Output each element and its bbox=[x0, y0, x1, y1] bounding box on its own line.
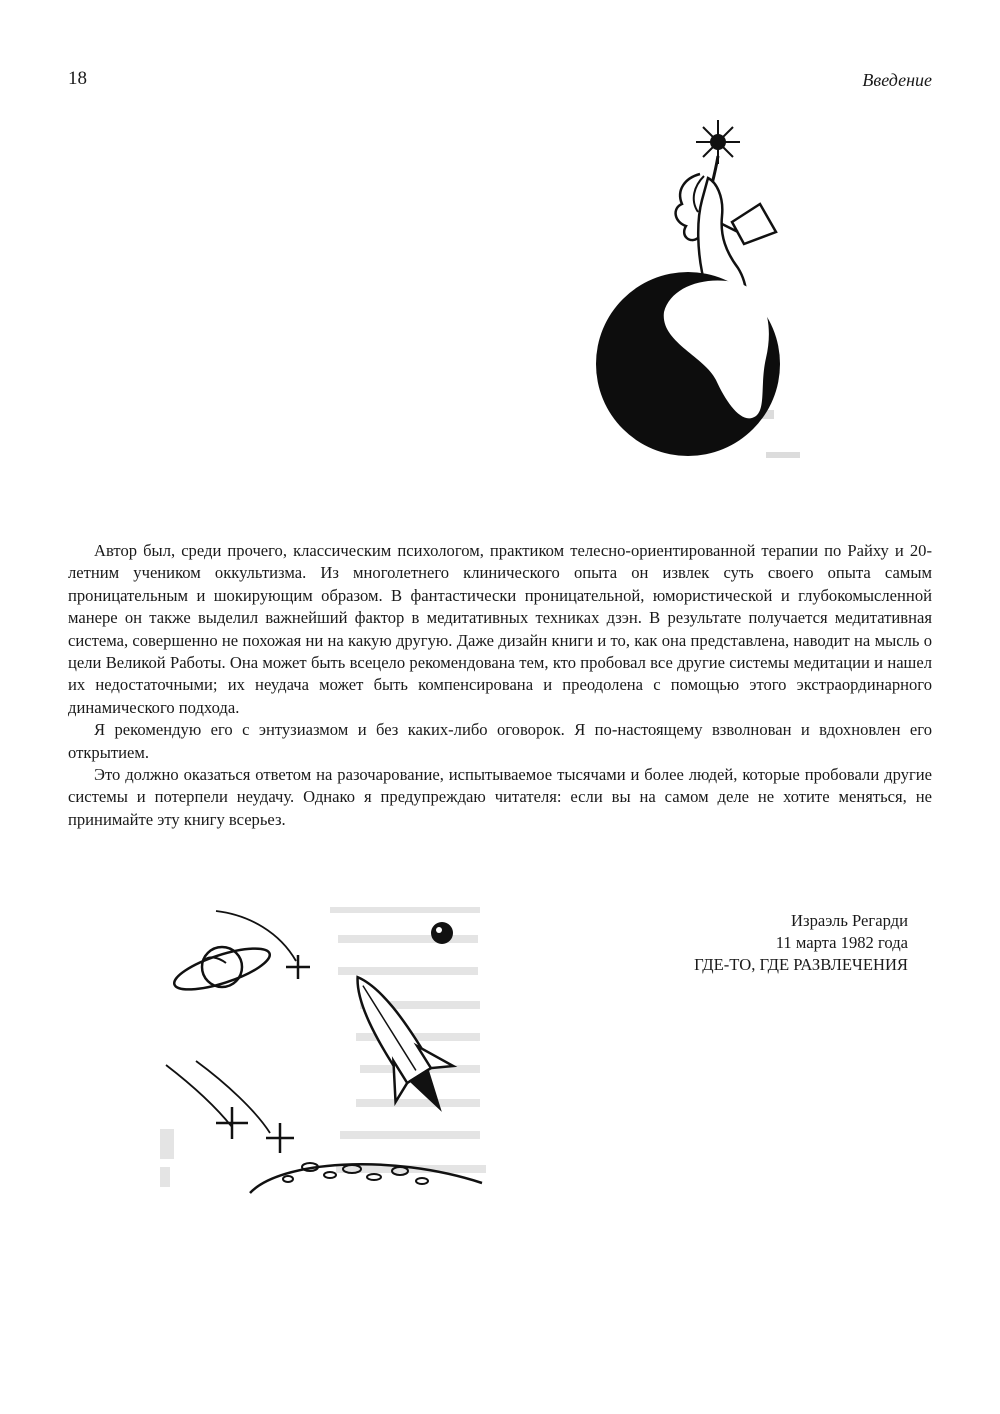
moon-icon bbox=[431, 922, 453, 944]
space-rocket-illustration bbox=[160, 905, 490, 1195]
body-text bbox=[68, 540, 932, 831]
planet-icon bbox=[170, 940, 274, 998]
paragraph: Автор был, среди прочего, классическим психологом, практиком телесно-ориентированной терапии по Райху и 20-летним учеником оккультизма. Из многолетнего клинического опыта он извлек суть своего опыта самым проницательным и шокирующим образом. В фантастически проницательной, юмористической и глубокомысленной манере он также выделил важнейший фактор в медитативных техниках дзэн. В результате получается медитативная система, совершенно не похожая ни на какую другую. Даже дизайн книги и то, как она представлена, наводит на мысль о цели Великой Работы. Она может быть всецело рекомендована тем, кто пробовал все другие системы медитации и нашел их недостаточными; их неудача может быть компенсирована и преодолена с помощью этого экстраординарного динамического подхода. bbox=[68, 541, 932, 717]
signature-block bbox=[588, 910, 908, 976]
signature-date: 11 марта 1982 года bbox=[775, 933, 908, 952]
globe-icon bbox=[596, 272, 780, 456]
paragraph: Это должно оказаться ответом на разочарование, испытываемое тысячами и более людей, которые пробовали другие системы и потерпели неудачу. Однако я предупреждаю читателя: если вы на самом деле не хотите меняться, не принимайте эту книгу всерьез. bbox=[68, 765, 932, 829]
woman-on-globe-illustration bbox=[590, 112, 820, 482]
section-title: Введение bbox=[862, 70, 932, 90]
page-number: 18 bbox=[68, 68, 87, 89]
author-name: Израэль Регарди bbox=[791, 911, 908, 930]
signature-place: ГДЕ-ТО, ГДЕ РАЗВЛЕЧЕНИЯ bbox=[694, 955, 908, 974]
paragraph: Я рекомендую его с энтузиазмом и без каких-либо оговорок. Я по-настоящему взволнован и вдохновлен его открытием. bbox=[68, 720, 932, 762]
